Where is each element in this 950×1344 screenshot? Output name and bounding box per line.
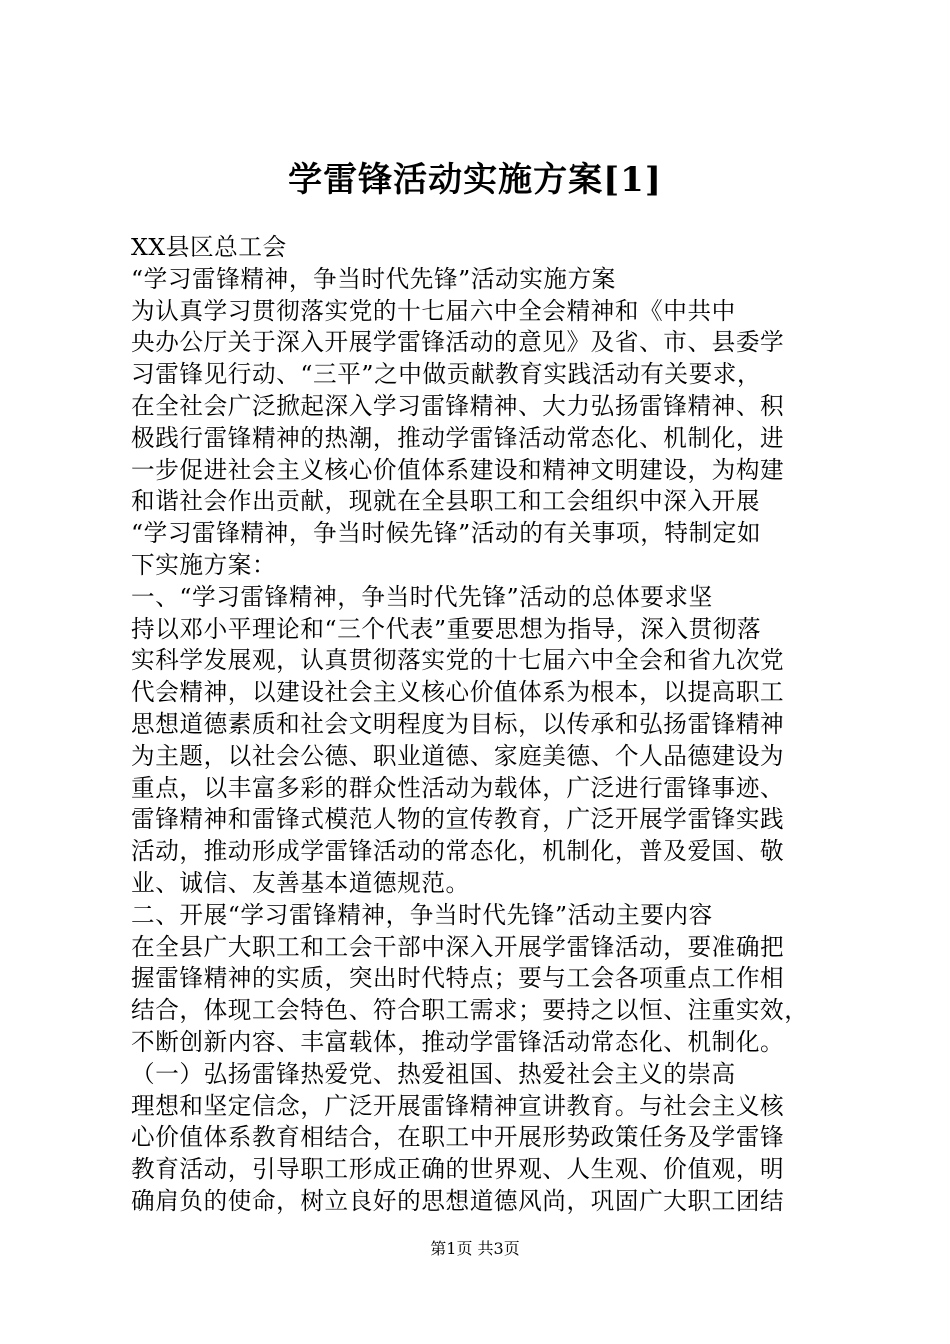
body-line: 习雷锋见行动、“三平”之中做贡献教育实践活动有关要求， [131, 360, 762, 389]
body-line: 结合，体现工会特色、符合职工需求；要持之以恒、注重实效， [131, 996, 809, 1025]
body-line: 在全社会广泛掀起深入学习雷锋精神、大力弘扬雷锋精神、积 [131, 391, 785, 420]
body-line: “学习雷锋精神，争当时候先锋”活动的有关事项，特制定如 [131, 519, 762, 548]
body-line: 实科学发展观，认真贯彻落实党的十七届六中全会和省九次党 [131, 646, 785, 675]
body-line: XX县区总工会 [131, 233, 287, 261]
body-line: 持以邓小平理论和“三个代表”重要思想为指导，深入贯彻落 [131, 614, 762, 643]
body-line: 下实施方案： [131, 550, 277, 579]
body-line: 央办公厅关于深入开展学雷锋活动的意见》及省、市、县委学 [131, 328, 785, 357]
body-line: 思想道德素质和社会文明程度为目标，以传承和弘扬雷锋精神 [131, 709, 785, 738]
body-line: 不断创新内容、丰富载体，推动学雷锋活动常态化、机制化。 [131, 1027, 785, 1056]
body-line: 在全县广大职工和工会干部中深入开展学雷锋活动，要准确把 [131, 932, 785, 961]
body-line: 理想和坚定信念，广泛开展雷锋精神宣讲教育。与社会主义核 [131, 1091, 785, 1120]
body-line: “学习雷锋精神，争当时代先锋”活动实施方案 [131, 264, 617, 293]
body-line: 心价值体系教育相结合，在职工中开展形势政策任务及学雷锋 [131, 1123, 785, 1152]
body-line: 一步促进社会主义核心价值体系建设和精神文明建设，为构建 [131, 455, 785, 484]
body-line: 一、“学习雷锋精神，争当时代先锋”活动的总体要求坚 [131, 582, 713, 611]
body-line: 活动，推动形成学雷锋活动的常态化，机制化，普及爱国、敬 [131, 837, 785, 866]
body-line: 确肩负的使命，树立良好的思想道德风尚，巩固广大职工团结 [131, 1186, 785, 1215]
body-line: 业、诚信、友善基本道德规范。 [131, 868, 470, 897]
body-line: 极践行雷锋精神的热潮，推动学雷锋活动常态化、机制化，进 [131, 423, 785, 452]
body-line: 雷锋精神和雷锋式模范人物的宣传教育，广泛开展学雷锋实践 [131, 805, 785, 834]
page-footer: 第1页 共3页 [430, 1239, 520, 1258]
document-title: 学雷锋活动实施方案[1] [288, 160, 662, 200]
body-line: 代会精神，以建设社会主义核心价值体系为根本，以提高职工 [131, 678, 785, 707]
body-line: 二、开展“学习雷锋精神，争当时代先锋”活动主要内容 [131, 900, 713, 929]
body-line: 为认真学习贯彻落实党的十七届六中全会精神和《中共中 [131, 296, 736, 325]
document-body [131, 232, 829, 1218]
body-line: 教育活动，引导职工形成正确的世界观、人生观、价值观，明 [131, 1155, 785, 1184]
body-line: 和谐社会作出贡献，现就在全县职工和工会组织中深入开展 [131, 487, 761, 516]
body-line: （一）弘扬雷锋热爱党、热爱祖国、热爱社会主义的崇高 [131, 1059, 736, 1088]
body-line: 为主题，以社会公德、职业道德、家庭美德、个人品德建设为 [131, 741, 785, 770]
body-line: 握雷锋精神的实质，突出时代特点；要与工会各项重点工作相 [131, 964, 785, 993]
body-line: 重点，以丰富多彩的群众性活动为载体，广泛进行雷锋事迹、 [131, 773, 785, 802]
